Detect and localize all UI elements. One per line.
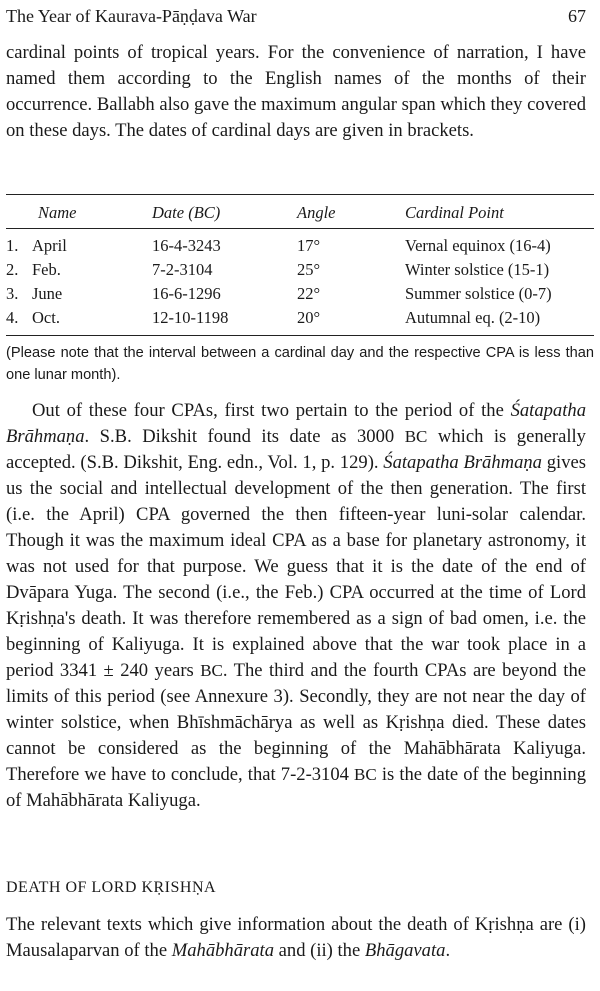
row-angle: 25° xyxy=(297,260,321,279)
row-date: 16-6-1296 xyxy=(152,284,221,303)
text-run: . S.B. Dikshit found its date as 3000 xyxy=(84,426,405,447)
row-angle: 20° xyxy=(297,308,321,327)
text-run: is the date of the beginning of Mahābhārata Kaliyuga. xyxy=(6,764,586,811)
row-name: June xyxy=(32,284,63,303)
column-header-angle: Angle xyxy=(297,202,336,222)
era-abbrev: BC xyxy=(354,765,377,784)
row-number: 4. xyxy=(6,308,19,327)
era-abbrev: BC xyxy=(404,427,428,446)
row-cardinal-point: Vernal equinox (16-4) xyxy=(405,236,551,255)
italic-title: Bhāgavata xyxy=(364,940,446,961)
text-run: The relevant texts which give information about the death of Kṛishṇa are (i) Mausalaparvan of the xyxy=(6,914,586,961)
row-date: 12-10-1198 xyxy=(152,308,229,327)
text-run: Out of these four CPAs, first two pertain to the period of the xyxy=(32,400,511,421)
column-header-name: Name xyxy=(38,202,77,222)
column-header-date: Date (BC) xyxy=(152,202,221,222)
text-run: gives us the social and intellectual development of the then generation. The first (i.e. the April) CPA governed the then fifteen-year luni-solar calendar. Though it was the maximum ideal CPA as a base for planetary astronomy, it was not used for that purpose. We guess that it is the date of the end of Dvāpara Yuga. The second (i.e., the Feb.) CPA occurred at the time of Lord Kṛishṇa's death. It was therefore remembered as a sign of bad omen, i.e. the beginning of Kaliyuga. It is explained above that the war took place in a period 3341 ± 240 years xyxy=(6,452,586,681)
text-run: . The third and the fourth CPAs are beyond the limits of this period (see Annexure 3). Secondly, they are not near the day of winter solstice, when Bhīshmāchārya as well as Kṛishṇa died. These dates cannot be considered as the beginning of the Mahābhārata Kaliyuga. Therefore we have to conclude, that 7-2-3104 xyxy=(6,660,586,785)
row-name: Oct. xyxy=(32,308,60,327)
table-note: (Please note that the interval between a cardinal day and the respective CPA is less than one lunar month). xyxy=(6,345,594,383)
italic-title: Śatapatha Brāhmaṇa xyxy=(6,400,586,447)
table-header-row xyxy=(6,195,594,229)
row-angle: 22° xyxy=(297,284,321,303)
row-number: 3. xyxy=(6,284,19,303)
row-cardinal-point: Winter solstice (15-1) xyxy=(405,260,550,279)
table-row xyxy=(6,282,594,306)
text-run: . xyxy=(445,940,451,961)
main-paragraph xyxy=(6,398,586,814)
row-cardinal-point: Summer solstice (0-7) xyxy=(405,284,552,303)
row-angle: 17° xyxy=(297,236,321,255)
row-date: 7-2-3104 xyxy=(152,260,213,279)
row-date: 16-4-3243 xyxy=(152,236,221,255)
row-name: Feb. xyxy=(32,260,61,279)
closing-paragraph xyxy=(6,912,586,964)
era-abbrev: BC xyxy=(200,661,223,680)
row-number: 2. xyxy=(6,260,19,279)
row-cardinal-point: Autumnal eq. (2-10) xyxy=(405,308,541,327)
section-heading: DEATH OF LORD KṚISHṆA xyxy=(6,879,217,896)
running-title: The Year of Kaurava-Pāṇḍava War xyxy=(6,6,257,26)
italic-title: Mahābhārata xyxy=(171,940,274,961)
table-row xyxy=(6,229,594,259)
table-row xyxy=(6,306,594,336)
cpa-table xyxy=(6,194,594,336)
row-name: April xyxy=(32,236,67,255)
intro-paragraph: cardinal points of tropical years. For the convenience of narration, I have named them according to the English names of the months of their occurrence. Ballabh also gave the maximum angular span which they covered on these days. The dates of cardinal days are given in brackets. xyxy=(6,42,586,141)
italic-title: Śatapatha Brāhmaṇa xyxy=(383,452,542,473)
row-number: 1. xyxy=(6,236,19,255)
text-run: and (ii) the xyxy=(274,940,365,961)
page-number: 67 xyxy=(568,6,586,26)
column-header-cardinal-point: Cardinal Point xyxy=(405,202,504,222)
running-header xyxy=(6,4,586,32)
text-run: which is generally accepted. (S.B. Dikshit, Eng. edn., Vol. 1, p. 129). xyxy=(6,426,586,473)
table-row xyxy=(6,258,594,282)
